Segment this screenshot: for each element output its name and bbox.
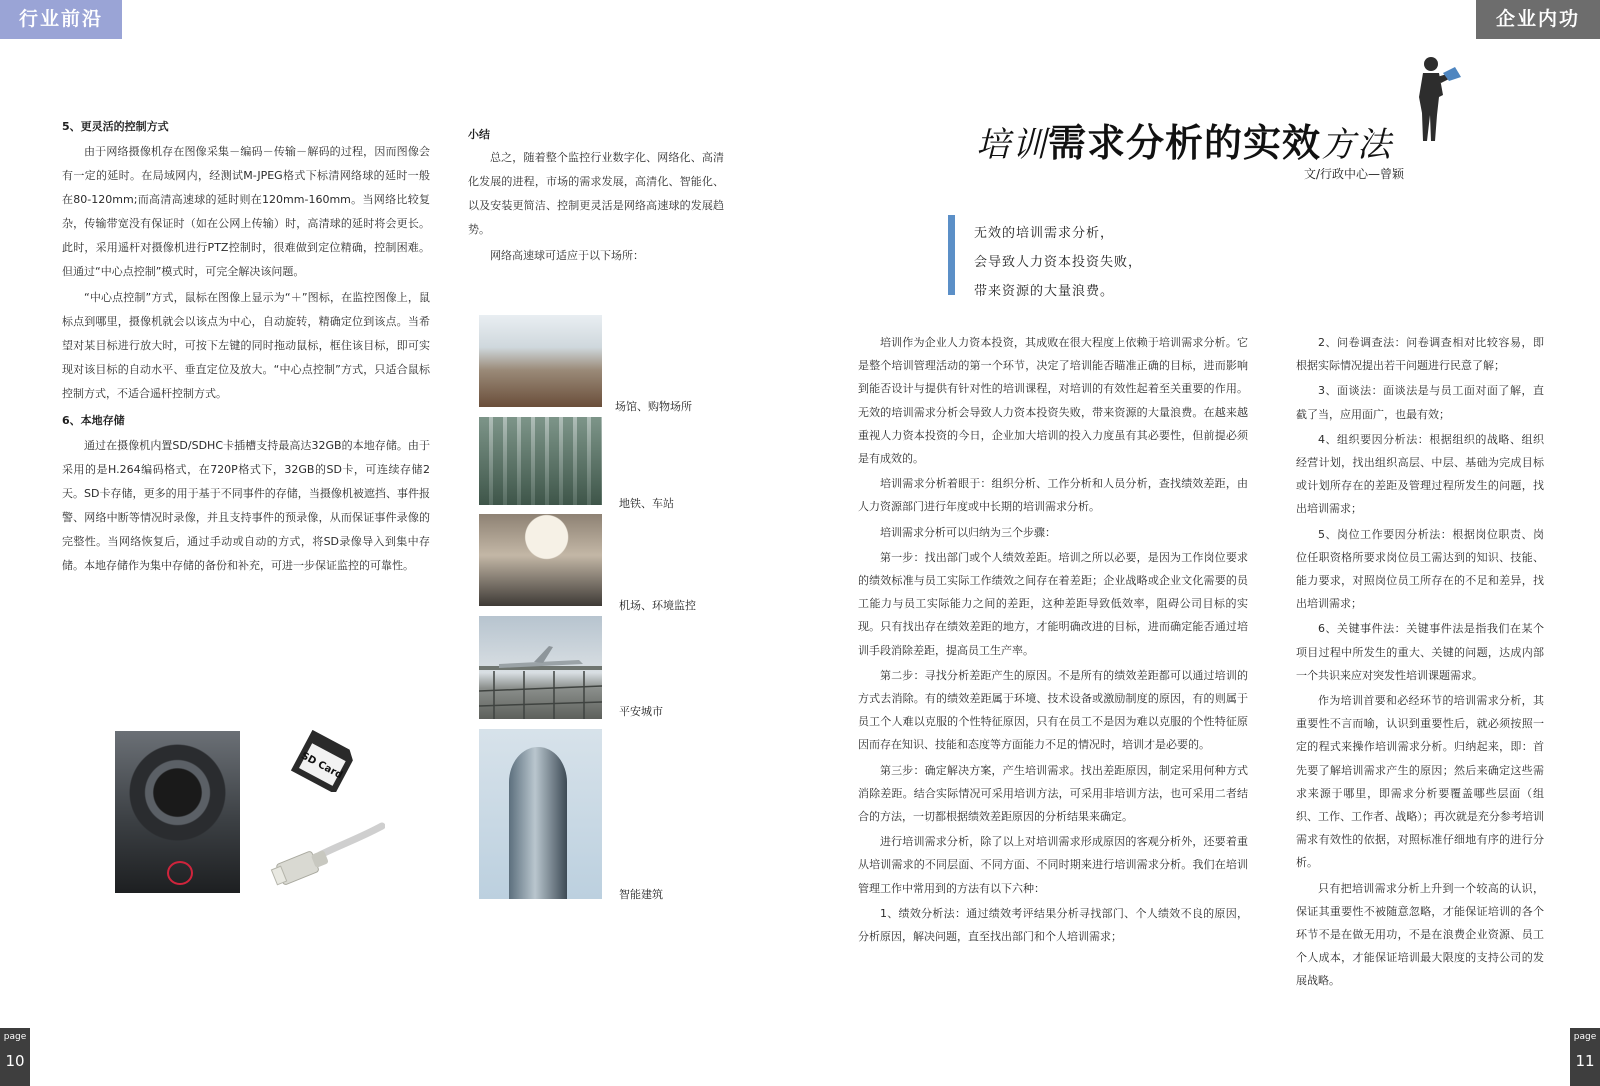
article-byline: 文/行政中心—曾颖 [1304, 167, 1405, 181]
section-heading-5: 5、更灵活的控制方式 [62, 120, 169, 133]
photo-shopping-mall [479, 315, 602, 407]
title-part-2: 方法 [1321, 125, 1394, 165]
caption-airport: 机场、环境监控 [619, 599, 696, 612]
page-label: page [1573, 1032, 1597, 1042]
caption-mall: 场馆、购物场所 [615, 400, 692, 413]
photo-metro-station [479, 417, 602, 505]
paragraph: 培训需求分析可以归纳为三个步骤： [880, 525, 1056, 539]
page-number-right [1570, 1028, 1600, 1086]
paragraph: 培训需求分析着眼于：组织分析、工作分析和人员分析，查找绩效差距，由人力资源部门进行年度或中长期的培训需求分析。 [858, 477, 1248, 514]
title-part-1: 培训 [976, 125, 1048, 165]
sd-card-label: SD Card [299, 750, 345, 782]
page-number: 10 [5, 1052, 25, 1070]
section-heading-6: 6、本地存储 [62, 414, 125, 427]
photo-smart-building [479, 729, 602, 899]
paragraph: 3、面谈法：面谈法是与员工面对面了解，直截了当，应用面广，也最有效； [1296, 384, 1544, 421]
page-label: page [3, 1032, 27, 1042]
photo-airport [479, 514, 602, 606]
pull-quote [974, 219, 1234, 306]
businesswoman-silhouette-icon [1413, 55, 1465, 143]
right-article-column-1 [858, 331, 1248, 950]
pull-quote-line: 会导致人力资本投资失败， [974, 255, 1143, 270]
rj45-connector-icon [270, 820, 385, 890]
title-bold-part: 需求分析的实效 [1048, 121, 1322, 165]
page-number-left [0, 1028, 30, 1086]
paragraph: “中心点控制”方式，鼠标在图像上显示为“＋”图标，在监控图像上，鼠标点到哪里，摄像机就会以该点为中心，自动旋转，精确定位到该点。当希望对某目标进行放大时，可按下左键的同时拖动鼠标，框住该目标，即可实现对该目标的自动水平、垂直定位及放大。“中心点控制”方式，只适合鼠标控制方式，不适合遥杆控制方式。 [62, 291, 430, 400]
paragraph: 5、岗位工作要因分析法：根据岗位职责、岗位任职资格所要求岗位员工需达到的知识、技能、能力要求，对照岗位员工所存在的不足和差异，找出培训需求； [1296, 527, 1544, 611]
airplane-fence-icon [479, 616, 602, 719]
pull-quote-bar [948, 215, 955, 295]
caption-metro: 地铁、车站 [619, 497, 674, 510]
paragraph: 作为培训首要和必经环节的培训需求分析，其重要性不言而喻，认识到重要性后，就必须按照一定的程式来操作培训需求分析。归纳起来，即：首先要了解培训需求产生的原因；然后来确定这些需求来源于哪里，即需求分析要覆盖哪些层面（组织、工作、工作者、战略）；再次就是充分参考培训需求有效性的依据，对照标准仔细地有序的进行分析。 [1296, 694, 1544, 870]
article-title [976, 112, 1394, 165]
photo-camera-sd-slot [115, 731, 240, 893]
caption-smart-building: 智能建筑 [619, 888, 663, 901]
paragraph: 第一步：找出部门或个人绩效差距。培训之所以必要，是因为工作岗位要求的绩效标准与员工实际工作绩效之间存在着差距；企业战略或企业文化需要的员工能力与员工实际能力之间的差距，这种差距导致低效率，阻碍公司目标的实现。只有找出存在绩效差距的地方，才能明确改进的目标，进而确定能否通过培训手段消除差距，提高员工生产率。 [858, 550, 1248, 657]
pull-quote-line: 带来资源的大量浪费。 [974, 284, 1115, 299]
paragraph: 4、组织要因分析法：根据组织的战略、组织经营计划，找出组织高层、中层、基础为完成目标或计划所存在的差距及管理过程所发生的问题，找出培训需求； [1296, 432, 1544, 516]
sd-slot-highlight-circle [167, 861, 193, 885]
paragraph: 6、关键事件法：关键事件法是指我们在某个项目过程中所发生的重大、关键的问题，达成内部一个共识来应对突发性培训课题需求。 [1296, 622, 1544, 682]
photo-safe-city [479, 616, 602, 719]
paragraph: 2、问卷调查法：问卷调查相对比较容易，即根据实际情况提出若干问题进行民意了解； [1296, 336, 1544, 373]
section-tab-enterprise-skills: 企业内功 [1476, 0, 1600, 39]
section-tab-industry-frontier: 行业前沿 [0, 0, 122, 39]
page-number: 11 [1575, 1052, 1595, 1070]
right-article-column-2 [1296, 331, 1544, 995]
paragraph: 第二步：寻找分析差距产生的原因。不是所有的绩效差距都可以通过培训的方式去消除。有的绩效差距属于环境、技术设备或激励制度的原因，有的则属于员工个人难以克服的个性特征原因，只有在员工不是因为难以克服的个性特征原因而存在知识、技能和态度等方面能力不足的情况时，培训才是必要的。 [858, 668, 1248, 752]
paragraph: 1、绩效分析法：通过绩效考评结果分析寻找部门、个人绩效不良的原因，分析原因，解决问题，直至找出部门和个人培训需求； [858, 906, 1248, 944]
skyscraper-shape [509, 747, 567, 899]
summary-column [468, 126, 724, 270]
left-article-column [62, 118, 430, 580]
caption-safe-city: 平安城市 [619, 705, 663, 718]
sd-card-icon [281, 730, 363, 792]
paragraph: 第三步：确定解决方案，产生培训需求。找出差距原因，制定采用何种方式消除差距。结合实际情况可采用培训方法，可采用非培训方法，也可采用二者结合的方法，一切都根据绩效差距原因的分析结果来确定。 [858, 763, 1248, 824]
paragraph: 培训作为企业人力资本投资，其成败在很大程度上依赖于培训需求分析。它是整个培训管理活动的第一个环节，决定了培训能否瞄准正确的目标，进而影响到能否设计与提供有针对性的培训课程，对培训的有效性起着至关重要的作用。无效的培训需求分析会导致人力资本投资失败，带来资源的大量浪费。在越来越重视人力资本投资的今日，企业加大培训的投入力度虽有其必要性，但前提必须是有成效的。 [858, 336, 1248, 466]
paragraph: 由于网络摄像机存在图像采集－编码－传输－解码的过程，因而图像会有一定的延时。在局域网内，经测试M-JPEG格式下标清网络球的延时一般在80-120mm;而高清高速球的延时则在120mm-160mm。当网络比较复杂，传输带宽没有保证时（如在公网上传输）时，高清球的延时将会更长。此时，采用遥杆对摄像机进行PTZ控制时，很难做到定位精确，控制困难。但通过“中心点控制”模式时，可完全解决该问题。 [62, 145, 430, 278]
pull-quote-line: 无效的培训需求分析， [974, 226, 1115, 241]
paragraph: 通过在摄像机内置SD/SDHC卡插槽支持最高达32GB的本地存储。由于采用的是H.264编码格式，在720P格式下，32GB的SD卡，可连续存储2天。SD卡存储，更多的用于基于不同事件的存储，当摄像机被遮挡、事件报警、网络中断等情况时录像，并且支持事件的预录像，从而保证事件录像的完整性。当网络恢复后，通过手动或自动的方式，将SD录像导入到集中存储。本地存储作为集中存储的备份和补充，可进一步保证监控的可靠性。 [62, 439, 430, 572]
paragraph: 总之，随着整个监控行业数字化、网络化、高清化发展的进程，市场的需求发展，高清化、智能化、以及安装更简洁、控制更灵活是网络高速球的发展趋势。 [468, 151, 724, 236]
paragraph: 网络高速球可适应于以下场所： [490, 249, 644, 262]
summary-heading: 小结 [468, 128, 490, 141]
paragraph: 进行培训需求分析，除了以上对培训需求形成原因的客观分析外，还要着重从培训需求的不同层面、不同方面、不同时期来进行培训需求分析。我们在培训管理工作中常用到的方法有以下六种： [858, 835, 1248, 895]
paragraph: 只有把培训需求分析上升到一个较高的认识，保证其重要性不被随意忽略，才能保证培训的各个环节不是在做无用功，不是在浪费企业资源、员工个人成本，才能保证培训最大限度的支持公司的发展战略。 [1296, 881, 1544, 988]
